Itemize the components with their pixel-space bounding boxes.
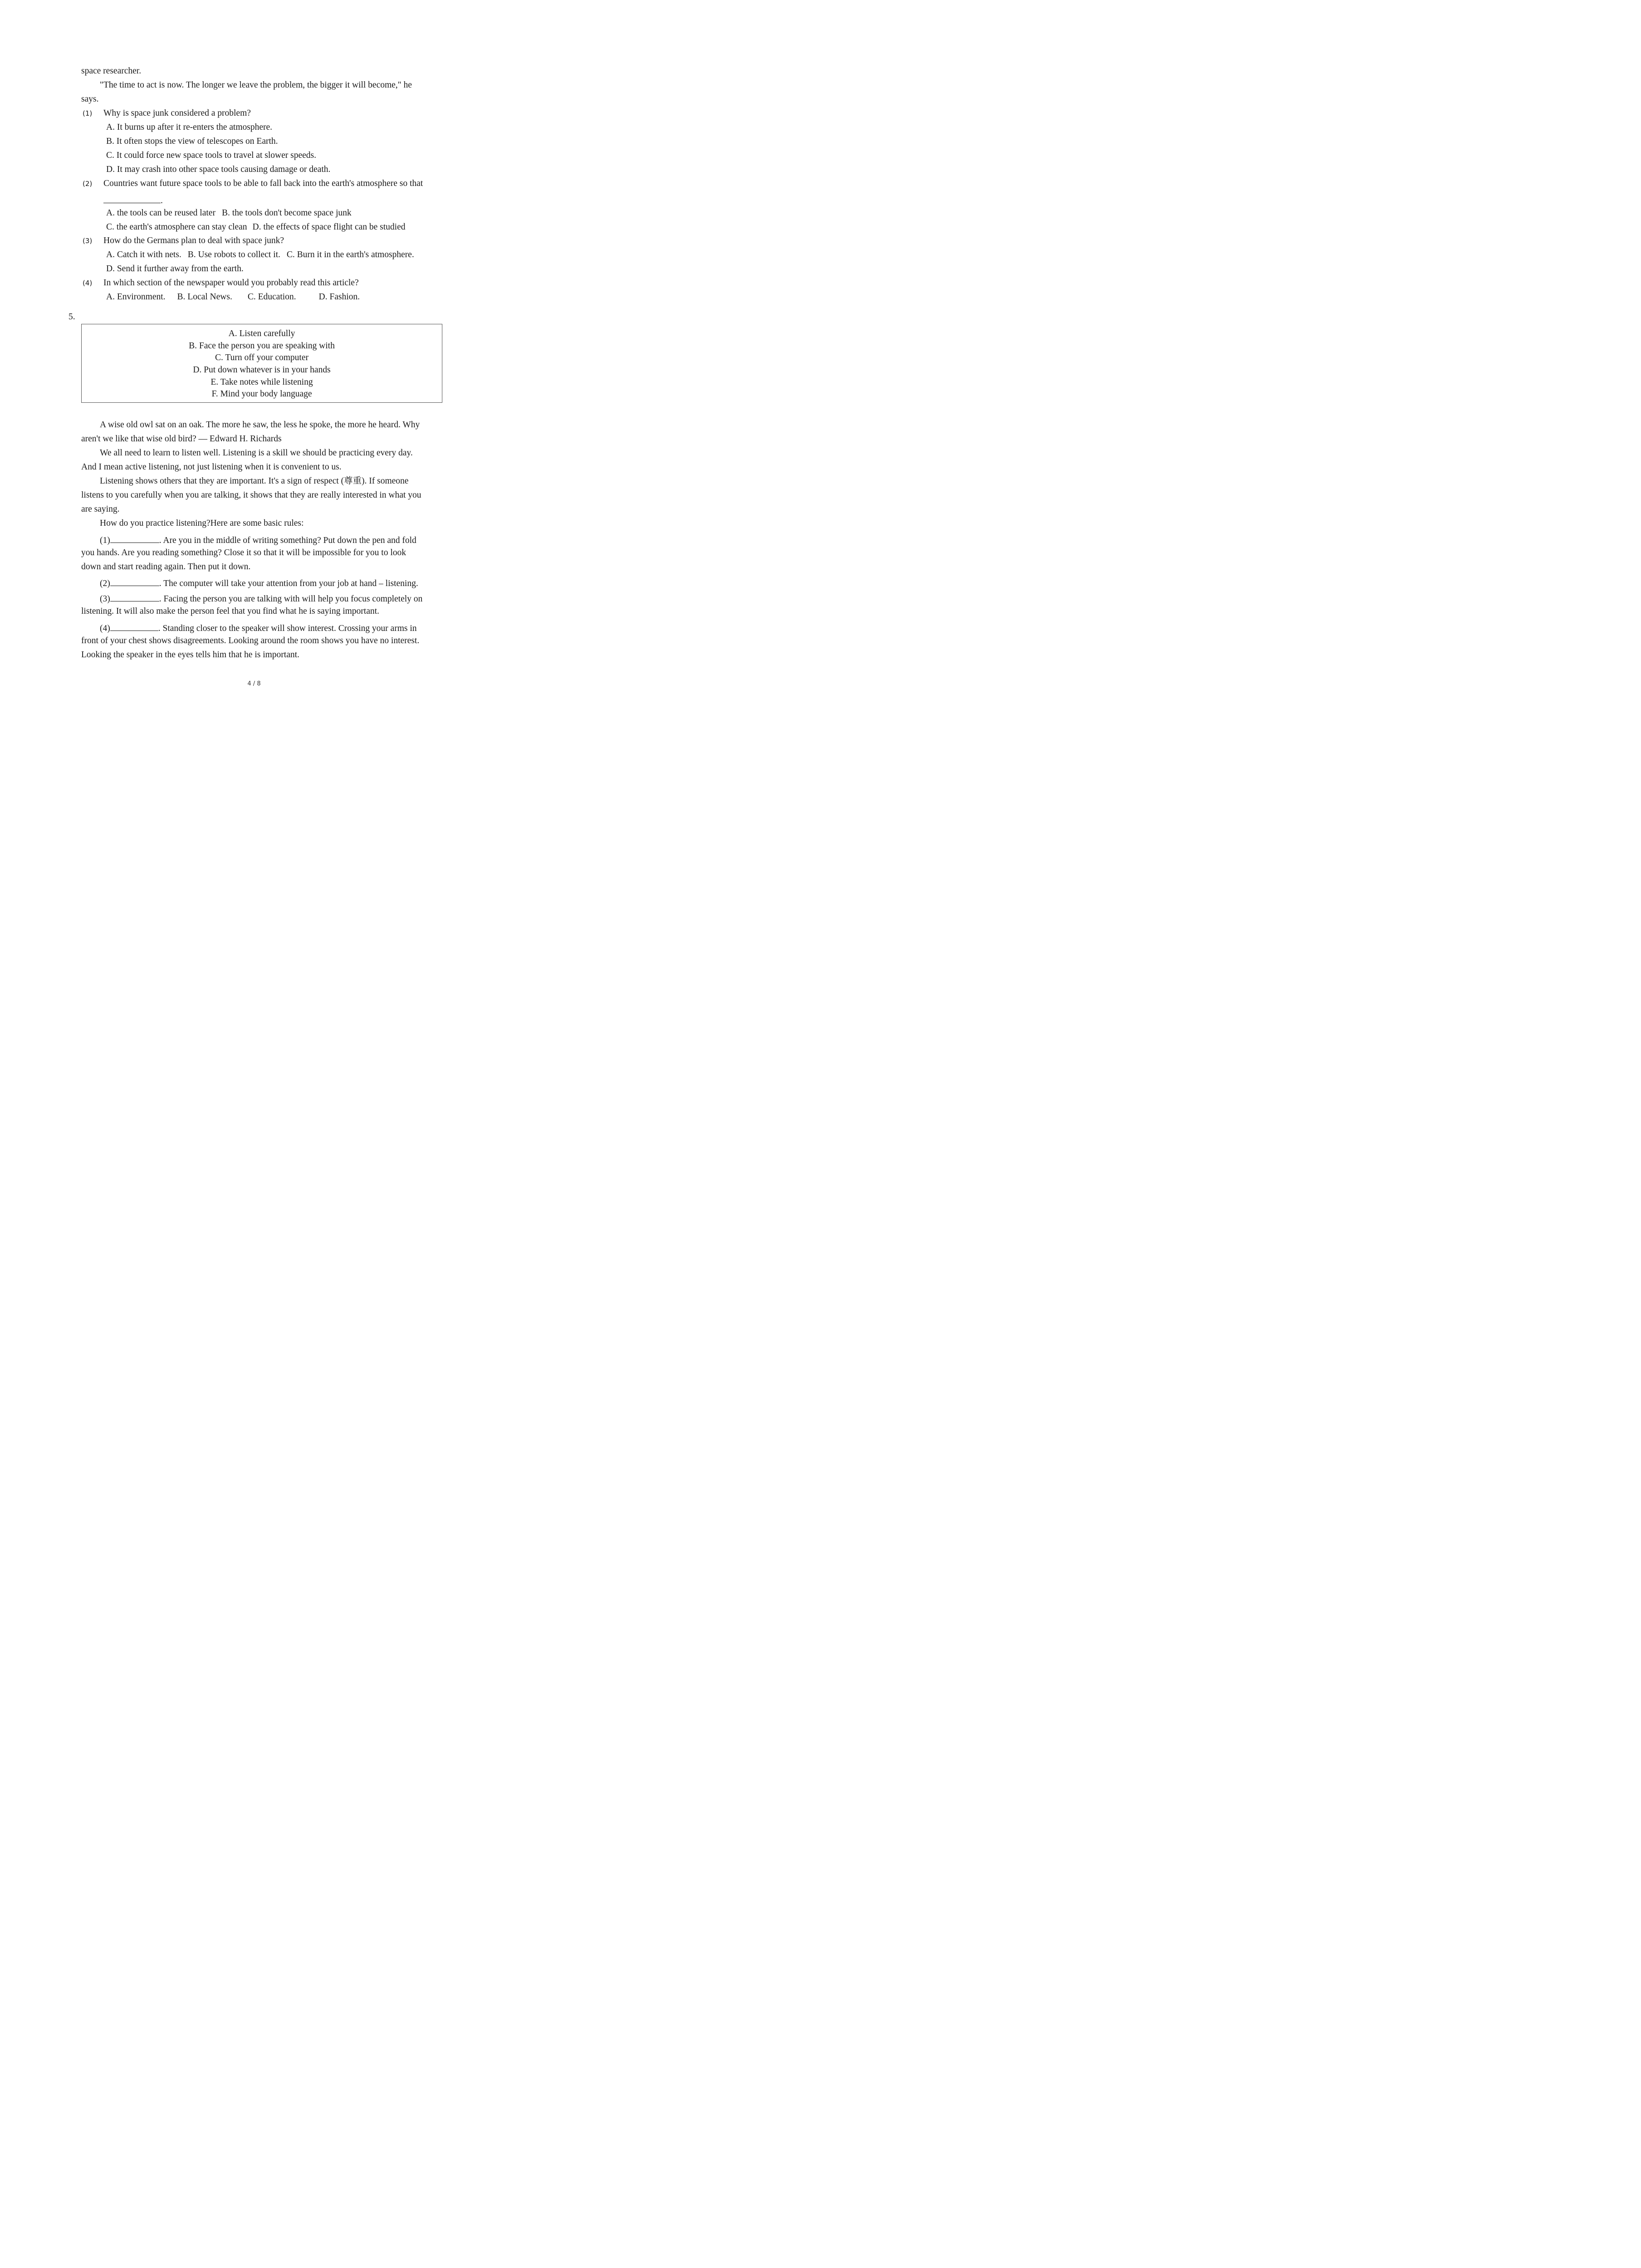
passage-line: How do you practice listening?Here are some basic rules: (100, 518, 304, 528)
rule-line (100, 577, 418, 589)
rule-number: (2) (100, 579, 110, 588)
rule-number: (1) (100, 536, 110, 545)
answer-option: B. It often stops the view of telescopes on Earth. (106, 137, 278, 146)
answer-option: D. It may crash into other space tools causing damage or death. (106, 165, 331, 174)
question-number: 5. (69, 312, 75, 322)
question-number: (2) (83, 180, 93, 188)
rule-line (100, 533, 416, 546)
answer-option: C. the earth's atmosphere can stay clean (106, 222, 247, 232)
answer-option: D. Send it further away from the earth. (106, 264, 244, 274)
passage-line: Looking the speaker in the eyes tells him that he is important. (81, 650, 299, 660)
rule-number: (3) (100, 594, 110, 604)
passage-line: are saying. (81, 504, 120, 514)
answer-option: A. Environment. (106, 292, 166, 302)
question-number: (3) (83, 237, 93, 245)
answer-option: C. Burn it in the earth's atmosphere. (286, 250, 414, 259)
answer-option-row (106, 208, 352, 219)
answer-option: A. the tools can be reused later (106, 208, 216, 218)
passage-line: aren't we like that wise old bird? — Edward H. Richards (81, 434, 282, 444)
passage-line: A wise old owl sat on an oak. The more he saw, the less he spoke, the more he heard. Why (100, 420, 420, 430)
answer-option: A. It burns up after it re-enters the atmosphere. (106, 122, 273, 132)
rule-text: . Are you in the middle of writing something? Put down the pen and fold (159, 536, 416, 545)
box-option: A. Listen carefully (228, 329, 295, 338)
passage-line: listening. It will also make the person feel that you find what he is saying important. (81, 606, 379, 616)
question-text: Countries want future space tools to be able to fall back into the earth's atmosphere so that (103, 179, 423, 188)
word-bank-box (81, 324, 442, 403)
question-number: (1) (83, 109, 93, 117)
exam-page (0, 0, 508, 719)
box-option: D. Put down whatever is in your hands (193, 365, 331, 375)
answer-option: A. Catch it with nets. (106, 250, 181, 259)
passage-line: listens to you carefully when you are talking, it shows that they are really interested in what you (81, 490, 421, 500)
answer-option: C. Education. (247, 292, 296, 302)
question-text: Why is space junk considered a problem? (103, 108, 251, 118)
answer-blank[interactable] (110, 621, 158, 631)
answer-option-row (106, 292, 360, 303)
answer-option-row (106, 249, 414, 260)
answer-option: C. It could force new space tools to travel at slower speeds. (106, 151, 316, 160)
passage-line: front of your chest shows disagreements. Looking around the room shows you have no interest. (81, 636, 420, 645)
answer-blank-line (103, 194, 163, 206)
answer-blank[interactable] (110, 533, 159, 543)
box-option: B. Face the person you are speaking with (189, 341, 335, 351)
answer-blank[interactable] (110, 592, 159, 601)
question-text: In which section of the newspaper would you probably read this article? (103, 278, 359, 288)
intro-line: space researcher. (81, 66, 142, 76)
rule-text: . Standing closer to the speaker will show interest. Crossing your arms in (158, 624, 417, 633)
answer-option: D. Fashion. (318, 292, 360, 302)
rule-number: (4) (100, 624, 110, 633)
answer-option: D. the effects of space flight can be studied (252, 222, 406, 232)
rule-line (100, 621, 417, 634)
passage-line: And I mean active listening, not just listening when it is convenient to us. (81, 462, 342, 472)
blank-suffix: . (161, 196, 163, 205)
question-number: (4) (83, 279, 93, 287)
page-number: 4 / 8 (247, 680, 261, 687)
question-text: How do the Germans plan to deal with space junk? (103, 236, 284, 245)
box-option: C. Turn off your computer (215, 353, 309, 362)
passage-line: We all need to learn to listen well. Listening is a skill we should be practicing every day. (100, 448, 413, 458)
intro-quote-line: "The time to act is now. The longer we leave the problem, the bigger it will become," he (100, 80, 412, 90)
passage-line: Listening shows others that they are important. It's a sign of respect (尊重). If someone (100, 476, 409, 486)
rule-text: . The computer will take your attention from your job at hand – listening. (159, 579, 418, 588)
passage-line: down and start reading again. Then put it down. (81, 562, 251, 572)
rule-text: . Facing the person you are talking with will help you focus completely on (159, 594, 423, 604)
passage-line: you hands. Are you reading something? Close it so that it will be impossible for you to look (81, 548, 407, 557)
answer-option-row (106, 222, 406, 233)
rule-line (100, 592, 422, 605)
answer-option: B. the tools don't become space junk (221, 208, 352, 218)
answer-option: B. Use robots to collect it. (187, 250, 280, 259)
box-option: E. Take notes while listening (211, 377, 313, 387)
box-option: F. Mind your body language (211, 389, 312, 399)
answer-option: B. Local News. (177, 292, 232, 302)
intro-quote-line: says. (81, 94, 99, 104)
answer-blank[interactable] (110, 577, 159, 586)
answer-blank[interactable] (103, 194, 161, 203)
